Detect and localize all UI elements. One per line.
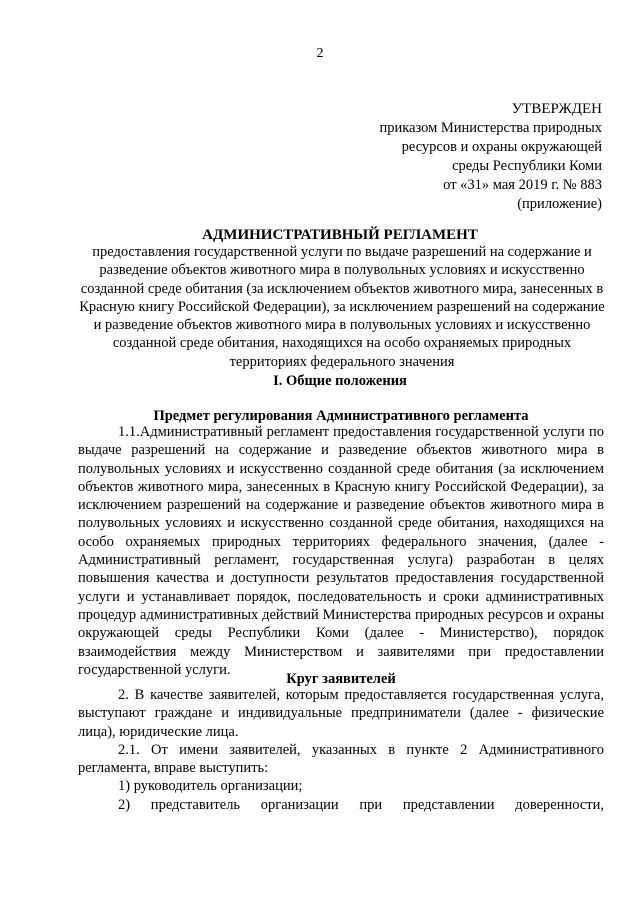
list-item: 1) руководитель организации; <box>118 778 303 795</box>
applicants-block <box>78 686 604 814</box>
approval-line: от «31» мая 2019 г. № 883 <box>443 177 602 193</box>
approval-block <box>330 100 602 214</box>
subsection-heading-applicants: Круг заявителей <box>286 671 396 687</box>
approval-line: ресурсов и охраны окружающей <box>401 139 602 155</box>
page-number: 2 <box>316 46 324 61</box>
approval-line: (приложение) <box>517 196 602 212</box>
approval-line: среды Республики Коми <box>452 158 602 174</box>
subsection-heading: Предмет регулирования Административного регламента <box>153 408 529 424</box>
approval-word: УТВЕРЖДЕН <box>511 101 602 117</box>
paragraph-2-1: 2.1. От имени заявителей, указанных в пункте 2 Административного регламента, вправе выступить: <box>78 741 604 777</box>
document-title: АДМИНИСТРАТИВНЫЙ РЕГЛАМЕНТ <box>202 227 478 243</box>
approval-line: приказом Министерства природных <box>379 120 602 136</box>
paragraph-1-1: 1.1.Административный регламент предоставления государственной услуги по выдаче разрешений на содержание и разведение объектов животного мира в полувольных условиях и искусственно созданной среде обитания (за исключением объектов животного мира, занесенных в Красную книгу Российской Федерации), за исключением разрешений на содержание и разведение объектов животного мира в полувольных условиях и искусственно созданной среде обитания, находящихся на особо охраняемых природных территориях федерального значения, (далее - Административный регламент, государственная услуга) разработан в целях повышения качества и доступности результатов предоставления государственной услуги и устанавливает порядок, последовательность и сроки административных процедур административных действий Министерства природных ресурсов и охраны окружающей среды Республики Коми (далее - Министерство), порядок взаимодействия между Министерством и заявителями при предоставлении государственной услуги. <box>78 424 604 678</box>
paragraph-1-1-block <box>78 423 604 679</box>
list-item: 2) представитель организации при представлении доверенности, <box>118 796 604 813</box>
paragraph-2: 2. В качестве заявителей, которым предоставляется государственная услуга, выступают граждане и индивидуальные предприниматели (далее - физические лица), юридические лица. <box>78 687 604 740</box>
document-subtitle: предоставления государственной услуги по выдаче разрешений на содержание и разведение объектов животного мира в полувольных условиях и искусственно созданной среде обитания (за исключением объектов животного мира, занесенных в Красную книгу Российской Федерации), за исключением разрешений на содержание и разведение объектов животного мира в полувольных условиях и искусственно созданной среде обитания, находящихся на особо охраняемых природных территориях федерального значения <box>79 244 605 370</box>
section-heading: I. Общие положения <box>273 373 407 389</box>
